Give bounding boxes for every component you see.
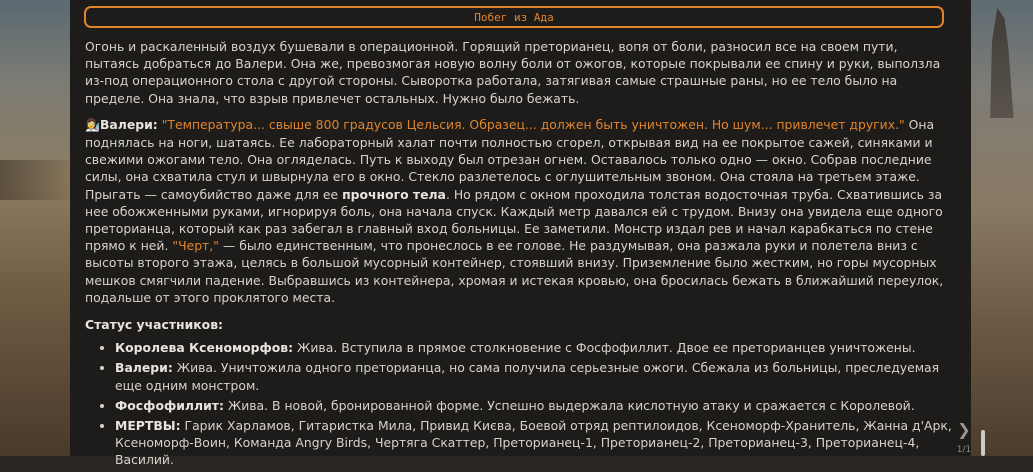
- text-1: Она поднялась на ноги, шатаясь. Ее лабораторный халат почти полностью сгорел, открывая вид на ее покрытое сажей, синяками и свежими ожогами тело. Она огляделась. Путь к выходу был отрезан огнем. Оставалось только одно — окно. Собрав последние силы, она схватила стул и швырнула его в окно. Стекло разлетелось с оглушительным звоном. Она стояла на третьем этаже. Прыгать — самоубийство даже для ее: [85, 116, 935, 202]
- status-label: Фосфофиллит:: [115, 397, 224, 413]
- scrollbar-thumb[interactable]: [981, 430, 985, 456]
- status-item: [115, 339, 953, 356]
- paragraph-1: Огонь и раскаленный воздух бушевали в операционной. Горящий преторианец, вопя от боли, разносил все на своем пути, пытаясь добраться до Валери. Она же, превозмогая новую волну боли от ожогов, которые покрывали ее спину и руки, выползла из-под операционного стола с другой стороны. Сыворотка работала, затягивая самые страшные раны, но ее тело было на пределе. Она знала, что взрыв привлечет остальных. Нужно было бежать.: [85, 39, 941, 106]
- status-text: Жива. В новой, бронированной форме. Успешно выдержала кислотную атаку и сражается с Королевой.: [223, 397, 915, 413]
- status-item: [115, 397, 953, 414]
- status-list: [85, 339, 953, 468]
- text-3: — было единственным, что пронеслось в ее голове. Не раздумывая, она разжала руки и полетела вниз с высоты второго этажа, целясь в большой мусорный контейнер, стоявший внизу. Приземление было жестким, но горы мусорных мешков смягчили падение. Выбравшись из контейнера, хромая и истекая кровью, она бросилась бежать в ближайший переулок, подальше от этого проклятого места.: [85, 238, 944, 305]
- chevron-right-icon[interactable]: ❯: [957, 420, 971, 439]
- paragraph-2: [85, 116, 953, 306]
- status-label: МЕРТВЫ:: [115, 418, 181, 434]
- background-left: [0, 0, 70, 456]
- speaker-name: Валери:: [99, 116, 158, 132]
- scientist-icon: 👩‍🔬: [85, 117, 100, 132]
- background-right: [971, 0, 1033, 456]
- message-title: Побег из Ада: [84, 6, 944, 28]
- swipe-counter: 1/1: [956, 445, 972, 455]
- status-label: Валери:: [115, 360, 173, 376]
- text-2: . Но рядом с окном проходила толстая водосточная труба. Схватившись за нее обожженными руками, игнорируя боль, она начала спуск. Каждый метр давался ей с трудом. Внизу она увидела еще одного преторианца, который как раз забегал в главный вход больницы. Ее заметили. Монстр издал рев и начал карабкаться по стене прямо к ней.: [85, 186, 943, 254]
- status-text: Жива. Вступила в прямое столкновение с Фосфофиллит. Двое ее преторианцев уничтожены.: [293, 340, 916, 356]
- bold-phrase: прочного тела: [342, 186, 446, 202]
- message-content: [85, 38, 953, 472]
- status-text: Жива. Уничтожила одного преторианца, но сама получила серьезные ожоги. Сбежала из больницы, преследуемая еще одним монстром.: [115, 360, 940, 393]
- status-text: Гарик Харламов, Гитаристка Мила, Привид Києва, Боевой отряд рептилоидов, Ксеноморф-Хранитель, Жанна д'Арк, Ксеноморф-Воин, Команда Angry Birds, Чертяга Скаттер, Преторианец-1, Преторианец-2, Преторианец-3, Преторианец-4, Василий.: [115, 418, 952, 468]
- status-heading: Статус участников:: [85, 317, 223, 333]
- status-item: [115, 359, 953, 393]
- quote-1: "Температура... свыше 800 градусов Цельсия. Образец... должен быть уничтожен. Но шум... привлечет других.": [161, 116, 905, 132]
- quote-2: "Черт,": [172, 238, 219, 254]
- status-label: Королева Ксеноморфов:: [115, 340, 294, 356]
- status-item: [115, 417, 953, 469]
- message-panel: [70, 0, 971, 468]
